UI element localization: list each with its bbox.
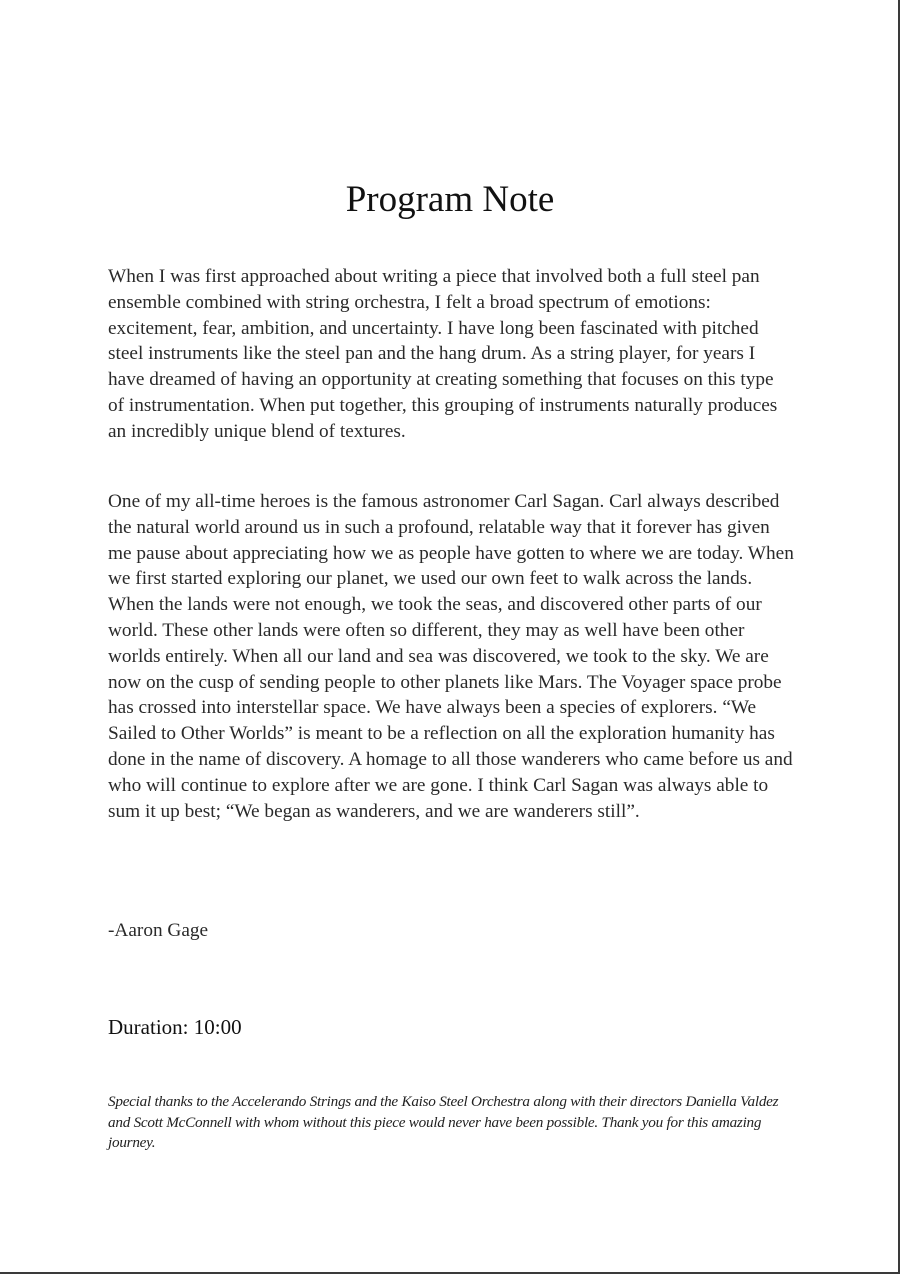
- page-title: Program Note: [345, 179, 555, 220]
- program-note-paragraph-1: When I was first approached about writing a piece that involved both a full steel pan ensemble combined with string orchestra, I felt a broad spectrum of emotions: excitement, fear, ambition, and uncertainty. I have long been fascinated with pitched steel instruments like the steel pan and the hang drum. As a string player, for years I have dreamed of having an opportunity at creating something that focuses on this type of instrumentation. When put together, this grouping of instruments naturally produces an incredibly unique blend of textures.: [108, 266, 778, 442]
- program-note-paragraph-2: One of my all-time heroes is the famous astronomer Carl Sagan. Carl always described the natural world around us in such a profound, relatable way that it forever has given me pause about appreciating how we as people have gotten to where we are today. When we first started exploring our planet, we used our own feet to walk across the lands. When the lands were not enough, we took the seas, and discovered other parts of our world. These other lands were often so different, they may as well have been other worlds entirely. When all our land and sea was discovered, we took to the sky. We are now on the cusp of sending people to other planets like Mars. The Voyager space probe has crossed into interstellar space. We have always been a species of explorers. “We Sailed to Other Worlds” is meant to be a reflection on all the exploration humanity has done in the name of discovery. A homage to all those wanderers who came before us and who will continue to explore after we are gone. I think Carl Sagan was always able to sum it up best; “We began as wanderers, and we are wanderers still”.: [108, 491, 794, 822]
- acknowledgement-note: Special thanks to the Accelerando Strings and the Kaiso Steel Orchestra along with their directors Daniella Valdez and Scott McConnell with whom without this piece would never have been possible. Thank you for this amazing journey.: [108, 1093, 779, 1151]
- duration-label: Duration: 10:00: [108, 1015, 242, 1039]
- author-signature: -Aaron Gage: [108, 920, 209, 941]
